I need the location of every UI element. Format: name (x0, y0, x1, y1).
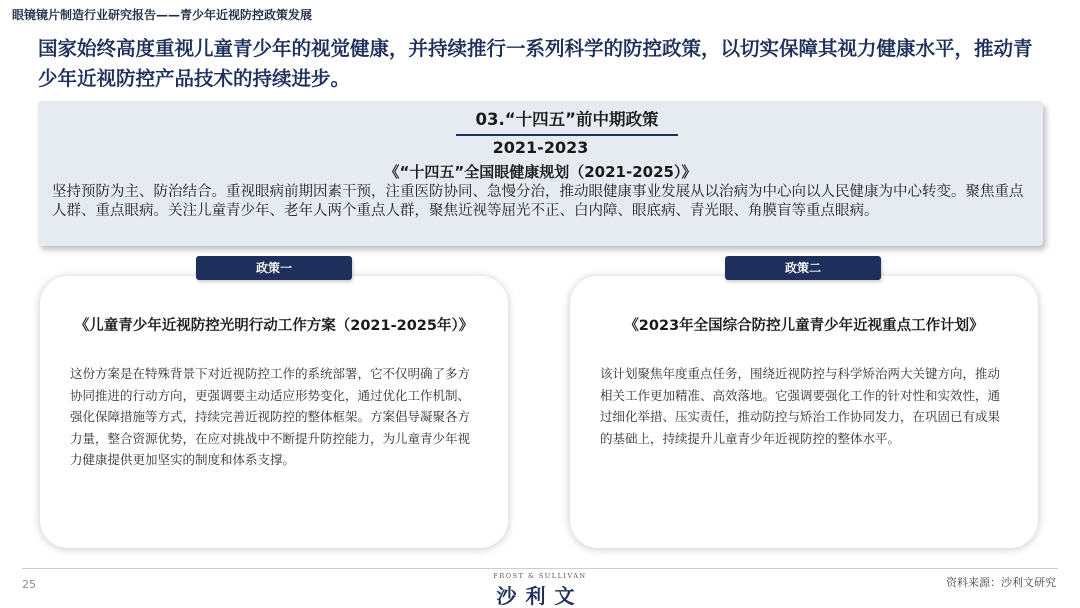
page-headline: 国家始终高度重视儿童青少年的视觉健康，并持续推行一系列科学的防控政策，以切实保障其视力健康水平，推动青少年近视防控产品技术的持续进步。 (38, 37, 1033, 90)
policy-two-card (570, 276, 1038, 548)
logo-english: FROST & SULLIVAN (493, 572, 587, 580)
policy-one-body: 这份方案是在特殊背景下对近视防控工作的系统部署，它不仅明确了多方协同推进的行动方向，更强调要主动适应形势变化，通过优化工作机制、强化保障措施等方式，持续完善近视防控的整体框架。方案倡导凝聚各方力量，整合资源优势，在应对挑战中不断提升防控能力，为儿童青少年视力健康提供更加坚实的制度和体系支撑。 (70, 366, 471, 467)
policy-two-title: 《2023年全国综合防控儿童青少年近视重点工作计划》 (624, 318, 984, 334)
source-note: 资料来源：沙利文研究 (946, 576, 1056, 589)
policy-box-plan-name: 《“十四五”全国眼健康规划（2021-2025）》 (384, 163, 697, 181)
policy-one-tab: 政策一 (196, 256, 352, 280)
page-number: 25 (22, 578, 36, 591)
logo-chinese: 沙利文 (496, 584, 584, 608)
report-header: 眼镜镜片制造行业研究报告——青少年近视防控政策发展 (12, 8, 313, 22)
policy-summary-box (38, 101, 1043, 246)
policy-two-tab: 政策二 (725, 256, 881, 280)
title-underline (456, 134, 678, 136)
policy-two-body: 该计划聚焦年度重点任务，围绕近视防控与科学矫治两大关键方向，推动相关工作更加精准、高效落地。它强调要强化工作的针对性和实效性，通过细化举措、压实责任，推动防控与矫治工作协同发力，在巩固已有成果的基础上，持续提升儿童青少年近视防控的整体水平。 (600, 366, 1001, 446)
policy-box-body: 坚持预防为主、防治结合。重视眼病前期因素干预，注重医防协同、急慢分治，推动眼健康事业发展从以治病为中心向以人民健康为中心转变。聚焦重点人群、重点眼病。关注儿童青少年、老年人两个重点人群，聚焦近视等屈光不正、白内障、眼底病、青光眼、角膜盲等重点眼病。 (52, 184, 1024, 219)
footer-divider (22, 568, 1058, 569)
policy-box-years: 2021-2023 (492, 138, 589, 157)
policy-box-title: 03.“十四五”前中期政策 (475, 110, 659, 129)
policy-one-title: 《儿童青少年近视防控光明行动工作方案（2021-2025年）》 (74, 318, 474, 334)
policy-one-card (40, 276, 508, 548)
